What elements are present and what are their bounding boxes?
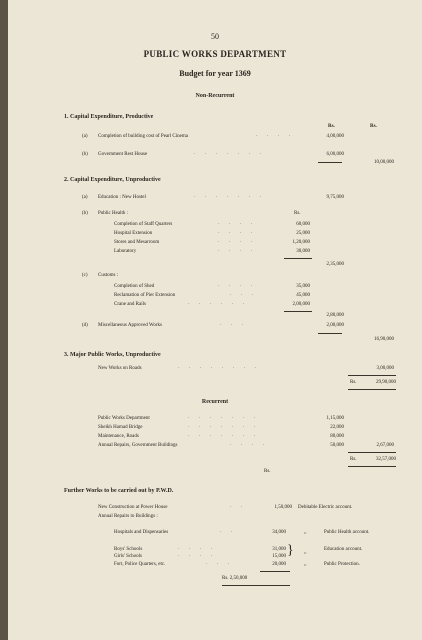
sec2-c-item-2: Crane and Rails (114, 302, 146, 307)
leader-dots: · · · · · · · (188, 425, 260, 430)
leader-dots: · · · · (218, 249, 257, 254)
page-title: PUBLIC WORKS DEPARTMENT (143, 49, 287, 59)
recurrent-heading: Recurrent (201, 399, 229, 405)
sec2-a-value: 9,75,000 (326, 195, 344, 200)
annual-repairs-text: Annual Repairs to Buildings : (98, 514, 158, 519)
leader-dots: · · · · · · · (194, 152, 266, 157)
sec1-a-text: Completion of building cost of Pearl Cinema (98, 134, 188, 139)
sec2-d-text: Miscellaneous Approved Works (98, 323, 162, 328)
sec3-grand-label: Rs. (350, 380, 357, 385)
sec2-b-item-0: Completion of Staff Quarters (114, 222, 173, 227)
sec2-c-item-2-value: 2,00,000 (292, 302, 310, 307)
page-number: 50 (211, 32, 219, 41)
leader-dots: · · (220, 530, 237, 535)
sec2-d-value: 2,00,000 (326, 323, 344, 328)
leader-dots: · · · · (230, 443, 269, 448)
recurrent-item-3: Annual Repairs, Government Buildings (98, 443, 178, 448)
hospitals-ditto: ,, (304, 530, 307, 535)
leader-dots: · · · (206, 562, 234, 567)
boys-schools-value: 31,000 (272, 547, 286, 552)
sec2-d-label: (d) (82, 323, 88, 328)
sec3-text: New Works on Roads (98, 366, 142, 371)
sec2-b-item-3: Laboratory (114, 249, 137, 254)
recurrent-item-3-value: 50,000 (330, 443, 344, 448)
hospitals-value: 34,000 (272, 530, 286, 535)
power-house-note: Debitable Electric account. (298, 505, 353, 510)
further-works-heading: Further Works to be carried out by P.W.D. (64, 488, 174, 494)
recurrent-item-0-value: 1,15,000 (326, 416, 344, 421)
sec2-b-item-3-value: 30,000 (296, 249, 310, 254)
recurrent-item-1: Sheikh Hamad Bridge (98, 425, 143, 430)
sec2-a-label: (a) (82, 195, 88, 200)
sec3-grand-total: 29,90,000 (376, 380, 396, 385)
leader-dots: · · · · · · · (188, 434, 260, 439)
fort-text: Fort, Police Quarters, etc. (114, 562, 166, 567)
leader-dots: · · · · · · · (194, 195, 266, 200)
rule (348, 452, 396, 453)
sec1-b-value: 6,00,000 (326, 152, 344, 157)
sec2-c-total: 2,80,000 (326, 313, 344, 318)
sec2-total: 16,90,000 (374, 337, 394, 342)
sec2-c-label: (c) (82, 273, 88, 278)
leader-dots: · · · · (178, 554, 217, 559)
girls-schools-text: Girls' Schools (114, 554, 142, 559)
sec3-value: 3,00,000 (376, 366, 394, 371)
brace-icon: } (287, 543, 294, 558)
sec2-c-text: Customs : (98, 273, 119, 278)
leader-dots: · · · · · · (188, 302, 249, 307)
leader-dots: · · · · (218, 240, 257, 245)
recurrent-item-2-value: 80,000 (330, 434, 344, 439)
leader-dots: · · · · (218, 231, 257, 236)
document-page (8, 0, 422, 640)
leader-dots: · · · · · · · (188, 416, 260, 421)
leader-dots: · · · · (218, 284, 257, 289)
sec2-b-item-2-value: 1,20,000 (292, 240, 310, 245)
boys-schools-text: Boys' Schools (114, 547, 143, 552)
sec2-c-item-0-value: 35,000 (296, 284, 310, 289)
sec2-c-item-0: Completion of Shed (114, 284, 155, 289)
power-house-text: New Construction at Power House (98, 505, 168, 510)
column-rs-2: Rs. (370, 124, 377, 129)
recurrent-item-2: Maintenance, Roads (98, 434, 139, 439)
recurrent-grand-label: Rs. (350, 457, 357, 462)
rule (222, 585, 290, 586)
sec2-b-item-0-value: 60,000 (296, 222, 310, 227)
leader-dots: · · · · (256, 134, 295, 139)
hospitals-note: Public Health account. (324, 530, 370, 535)
leader-dots: · · · · · · · · (178, 366, 261, 371)
sec1-b-label: (b) (82, 152, 88, 157)
rule (318, 333, 342, 334)
hospitals-text: Hospitals and Dispensaries (114, 530, 169, 535)
sec1-a-value: 4,00,000 (326, 134, 344, 139)
section-1-heading: 1. Capital Expenditure, Productive (64, 114, 154, 120)
recurrent-item-0: Public Works Department (98, 416, 150, 421)
fort-ditto: ,, (304, 562, 307, 567)
sec2-b-item-1: Hospital Extension (114, 231, 153, 236)
rule (284, 311, 312, 312)
power-house-value: 1,50,000 (274, 505, 292, 510)
recurrent-item-1-value: 22,000 (330, 425, 344, 430)
rule (260, 571, 290, 572)
rule (348, 375, 396, 376)
sec2-b-total: 2,35,000 (326, 262, 344, 267)
leader-dots: · · · (220, 323, 248, 328)
sec2-c-item-1: Reclamation of Pier Extension (114, 293, 176, 298)
sec2-c-item-1-value: 45,000 (296, 293, 310, 298)
recurrent-rs: Rs. (264, 469, 271, 474)
column-rs-1: Rs. (328, 124, 335, 129)
section-3-heading: 3. Major Public Works, Unproductive (64, 352, 161, 358)
sec1-a-label: (a) (82, 134, 88, 139)
fort-value: 20,000 (272, 562, 286, 567)
sec1-b-text: Government Rest House (98, 152, 148, 157)
recurrent-grand-total: 32,57,000 (376, 457, 396, 462)
sec2-b-rs: Rs. (294, 211, 301, 216)
rule (284, 258, 312, 259)
page-subtitle: Budget for year 1369 (179, 69, 251, 78)
leader-dots: · · · · (218, 222, 257, 227)
sec2-b-text: Public Health : (98, 211, 128, 216)
education-note: Education account. (324, 547, 363, 552)
education-ditto: ,, (304, 550, 307, 555)
sec2-b-item-2: Stores and Mesarroom (114, 240, 160, 245)
leader-dots: · · (230, 505, 247, 510)
sec2-a-text: Education : New Hostel (98, 195, 146, 200)
sec2-b-item-1-value: 25,000 (296, 231, 310, 236)
girls-schools-value: 15,000 (272, 554, 286, 559)
leader-dots: · · · (230, 293, 258, 298)
further-total: Rs. 2,50,000 (222, 576, 248, 581)
section-2-heading: 2. Capital Expenditure, Unproductive (64, 177, 161, 183)
recurrent-subtotal: 2,67,000 (376, 443, 394, 448)
sec2-b-label: (b) (82, 211, 88, 216)
sec1-total: 10,00,000 (374, 160, 394, 165)
fort-note: Public Protection. (324, 562, 360, 567)
leader-dots: · · · · (178, 547, 217, 552)
rule (348, 389, 396, 390)
rule (348, 466, 396, 467)
non-recurrent-heading: Non-Recurrent (195, 93, 235, 99)
